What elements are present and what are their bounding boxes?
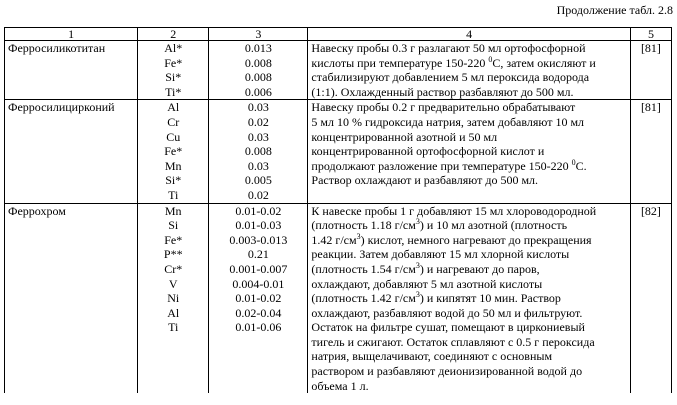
method-line: (1:1). Охлажденный раствор разбавляют до 500 мл.: [311, 84, 574, 99]
method-line: концентрированной азотной и 50 мл: [311, 129, 498, 144]
element-symbol: Si*: [165, 173, 182, 188]
element-symbol: Fe*: [164, 144, 183, 159]
column-number-4: 4: [308, 28, 630, 41]
method-description: [308, 41, 630, 100]
element-symbol: Al: [167, 305, 180, 320]
method-line: К навеске пробы 1 г добавляют 15 мл хлороводородной: [311, 203, 597, 218]
element-symbol: Cr*: [164, 261, 183, 276]
table-row: [5, 100, 672, 203]
element-symbol: Mn: [164, 158, 182, 173]
element-value: 0.003-0.013: [229, 232, 288, 247]
method-line: 5 мл 10 % гидроксида натрия, затем добавляют 10 мл: [311, 114, 585, 129]
element-value: 0.03: [247, 100, 269, 115]
element-symbol: Ti: [168, 187, 179, 202]
value-list: [209, 41, 308, 100]
reference: [81]: [630, 100, 671, 203]
element-value: 0.006: [244, 84, 272, 99]
method-line: Навеску пробы 0.3 г разлагают 50 мл ортофосфорной: [311, 41, 586, 55]
element-value: 0.21: [247, 247, 269, 262]
element-value: 0.004-0.01: [232, 276, 285, 291]
column-number-5: 5: [630, 28, 671, 41]
method-line: (плотность 1.42 $г/см^3$) и кипятят 10 мин. Раствор: [311, 290, 561, 306]
element-value: 0.008: [244, 144, 272, 159]
element-value: 0.02: [247, 187, 269, 202]
element-symbol: Cu: [166, 129, 181, 144]
table-body: [5, 41, 672, 394]
method-line: охлаждают, добавляют 5 мл азотной кислоты: [311, 276, 543, 291]
element-value: 0.01-0.03: [235, 218, 282, 233]
method-line: продолжают разложение при температуре 150-220 $^0$С.: [311, 157, 587, 173]
reference: [81]: [630, 41, 671, 100]
method-line: (плотность 1.54 $г/см^3$) и нагревают до паров,: [311, 260, 540, 276]
element-symbol: V: [168, 276, 178, 291]
element-symbol: Mn: [164, 203, 182, 218]
element-value: 0.008: [244, 70, 272, 85]
element-symbol: Cr: [167, 114, 180, 129]
table-row: [5, 203, 672, 393]
method-description: [308, 203, 630, 393]
table-row: [5, 41, 672, 100]
data-table: [4, 27, 672, 393]
column-number-2: 2: [138, 28, 209, 41]
method-line: (плотность 1.18 $г/см^3$) и 10 мл азотной (плотность: [311, 217, 568, 233]
element-symbol: Fe*: [164, 55, 183, 70]
method-line: тигель и сжигают. Остаток сплавляют с 0.5 г пероксида: [311, 334, 595, 349]
element-value: 0.001-0.007: [229, 261, 288, 276]
method-line: кислоты при температуре 150-220 $^0$С, затем окисляют и: [311, 54, 596, 70]
element-value: 0.01-0.02: [235, 203, 282, 218]
value-list: [209, 100, 308, 203]
method-line: натрия, выщелачивают, соединяют с основным: [311, 349, 553, 364]
element-value: 0.02: [247, 114, 269, 129]
element-symbol: Ti*: [165, 84, 182, 99]
table-continuation-caption: Продолжение табл. 2.8: [556, 3, 673, 17]
method-description: [308, 100, 630, 203]
element-value: 0.01-0.06: [235, 320, 282, 335]
element-list: [138, 100, 209, 203]
element-symbol: P**: [163, 247, 183, 262]
method-line: стабилизируют добавлением 5 мл пероксида водорода: [311, 70, 590, 85]
method-line: концентрированной ортофосфорной кислот и: [311, 144, 545, 159]
element-value: 0.01-0.02: [235, 291, 282, 306]
element-symbol: Fe*: [164, 232, 183, 247]
element-value: 0.03: [247, 129, 269, 144]
element-symbol: Ti: [168, 320, 179, 335]
element-value: 0.03: [247, 158, 269, 173]
alloy-name: Ферросиликотитан: [5, 41, 138, 100]
method-line: охлаждают, разбавляют водой до 50 мл и фильтруют.: [311, 305, 583, 320]
element-list: [138, 41, 209, 100]
alloy-name: Ферросилицирконий: [5, 100, 138, 203]
method-line: раствором и разбавляют деионизированной водой до: [311, 364, 583, 379]
method-line: Раствор охлаждают и разбавляют до 500 мл.: [311, 173, 539, 188]
element-symbol: Si: [168, 218, 179, 233]
element-value: 0.005: [244, 173, 272, 188]
alloy-name: Феррохром: [5, 203, 138, 393]
element-list: [138, 203, 209, 393]
column-number-3: 3: [209, 28, 308, 41]
element-symbol: Ni: [167, 291, 180, 306]
element-value: 0.008: [244, 55, 272, 70]
method-line: Навеску пробы 0.2 г предварительно обрабатывают: [311, 100, 576, 115]
element-value: 0.02-0.04: [235, 305, 282, 320]
column-number-1: 1: [5, 28, 138, 41]
method-line: 1.42 $г/см^3$) кислот, немного нагревают до прекращения: [311, 231, 592, 247]
element-symbol: Si*: [165, 70, 182, 85]
element-symbol: Al: [167, 100, 180, 115]
element-value: 0.013: [244, 41, 272, 55]
method-line: объема 1 л.: [311, 378, 369, 393]
reference: [82]: [630, 203, 671, 393]
method-line: реакции. Затем добавляют 15 мл хлорной кислоты: [311, 247, 570, 262]
header-row: [5, 28, 672, 41]
element-symbol: Al*: [164, 41, 183, 55]
value-list: [209, 203, 308, 393]
method-line: Остаток на фильтре сушат, помещают в циркониевый: [311, 320, 585, 335]
